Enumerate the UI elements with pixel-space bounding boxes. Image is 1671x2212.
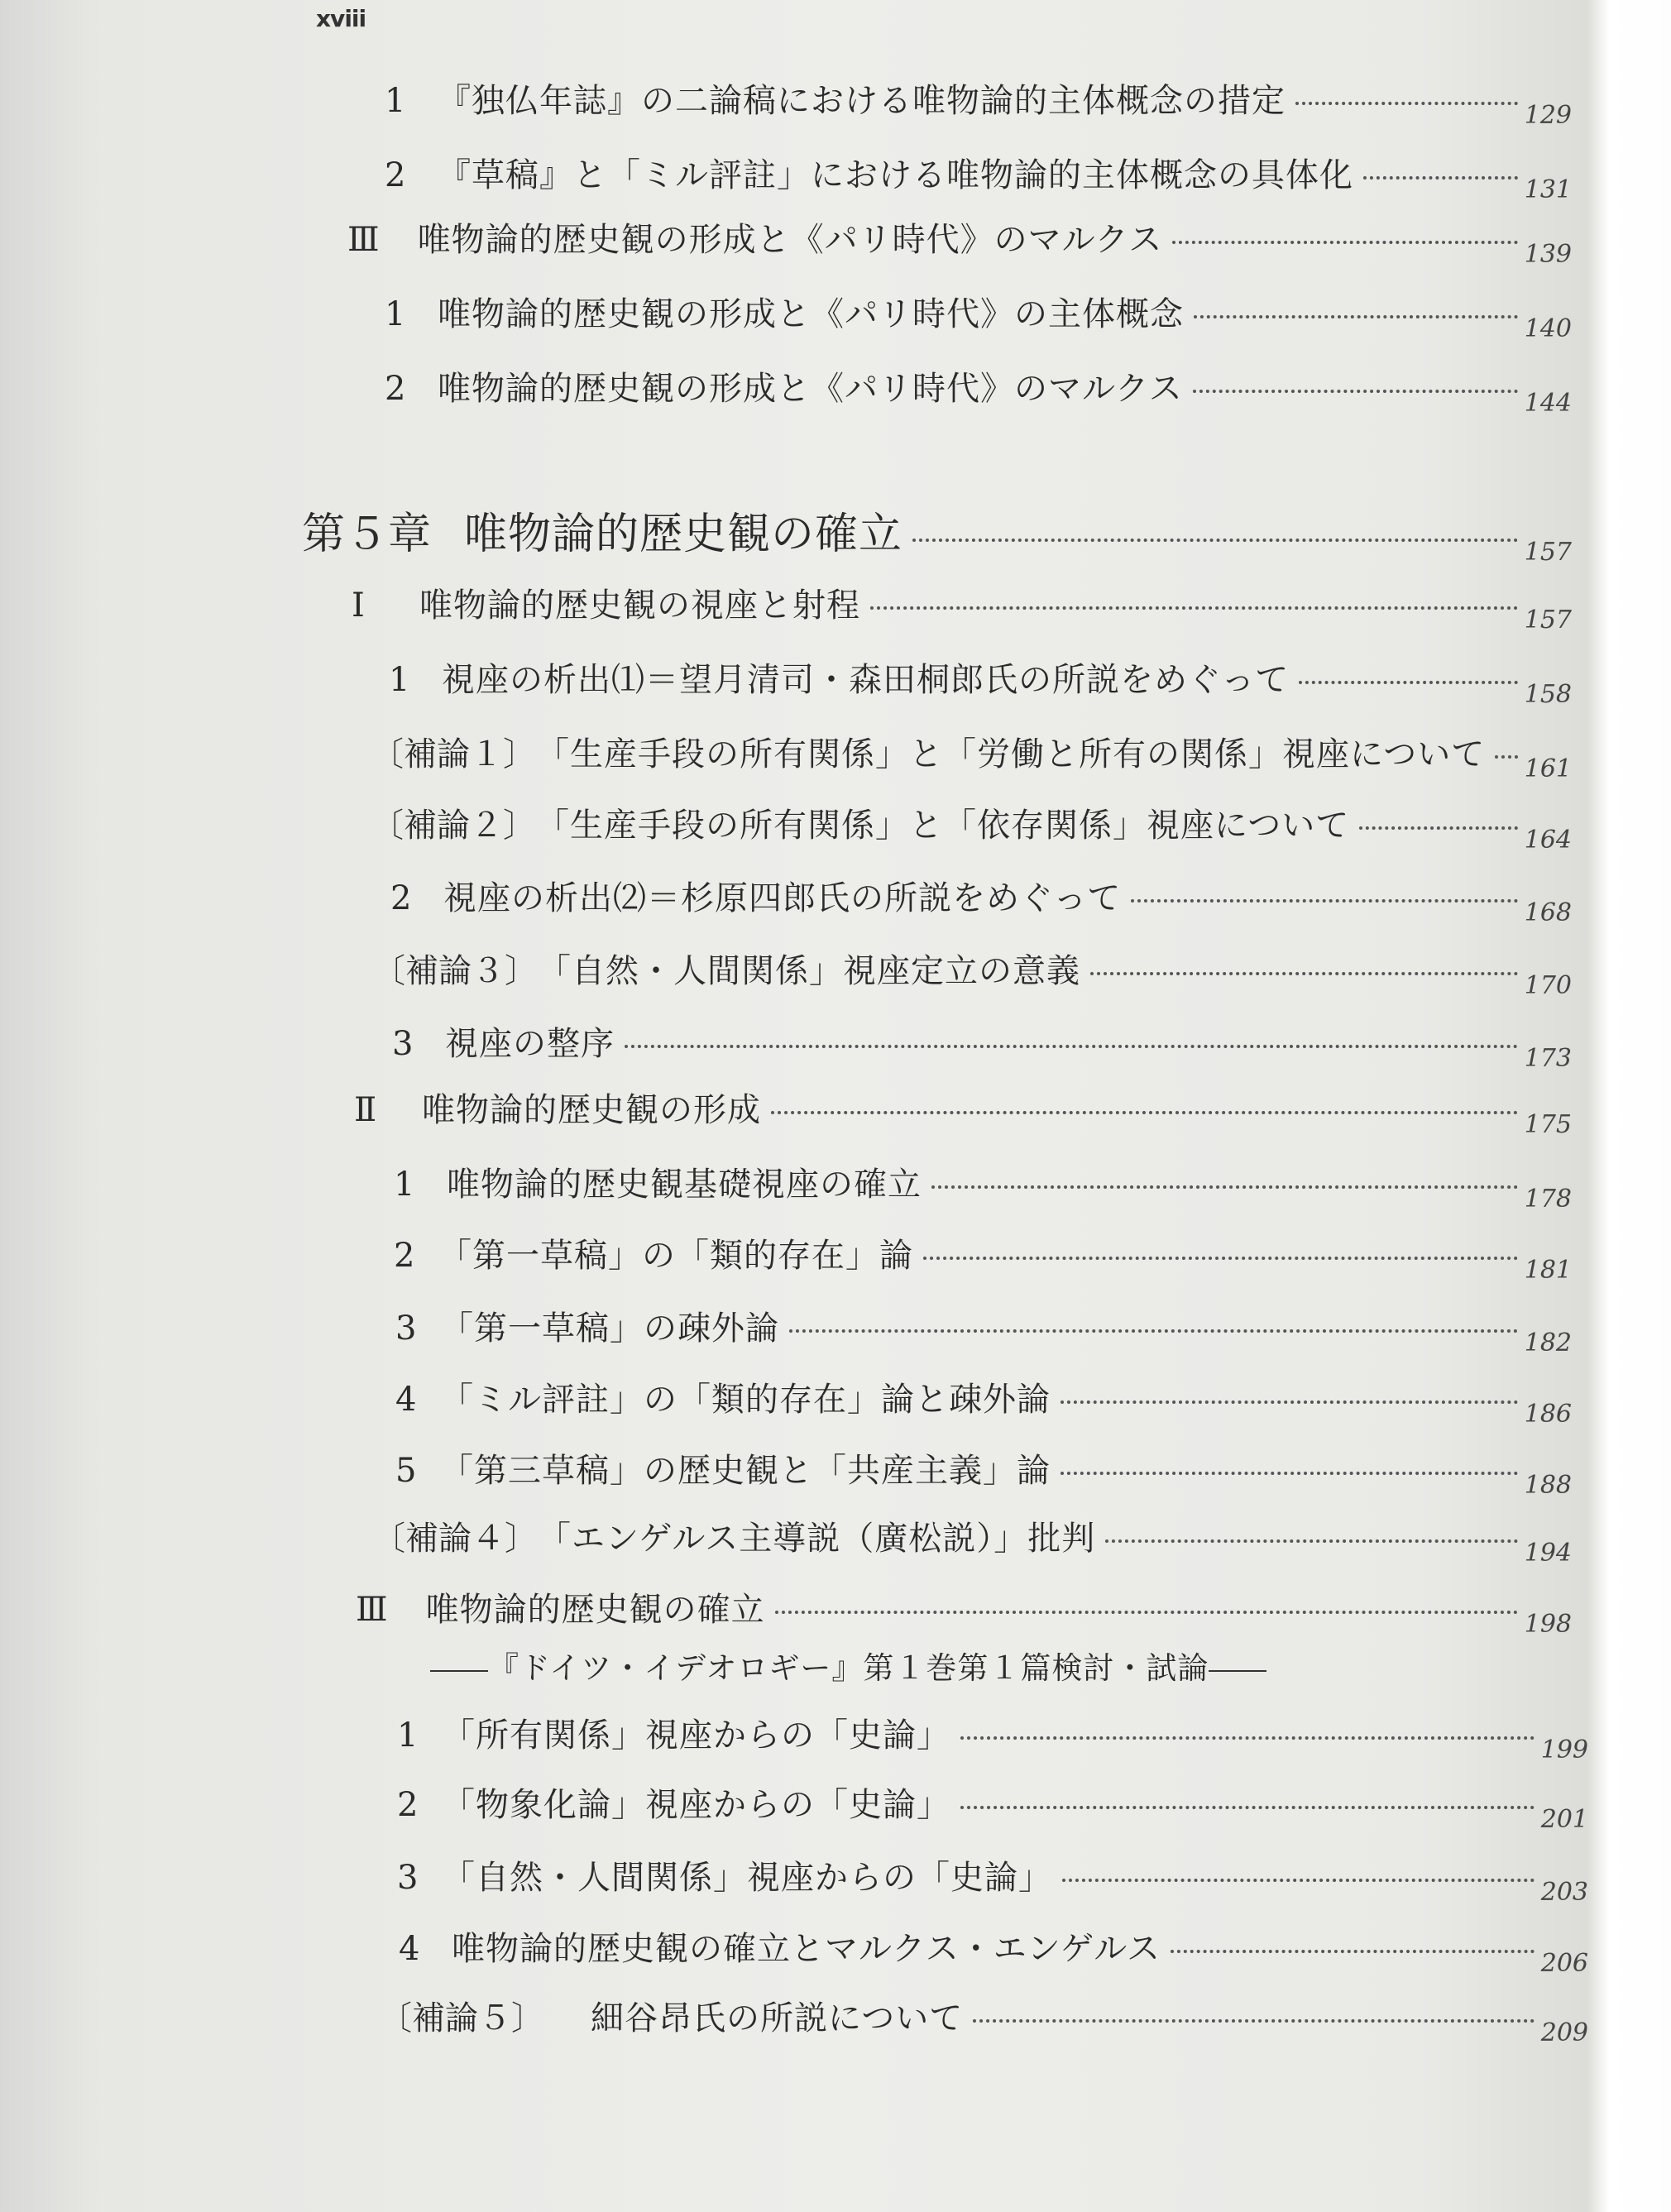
dot-leader [1295,102,1518,105]
toc-entry [397,1859,1588,1907]
dot-leader [1359,826,1518,830]
entry-title: 「第一草稿」の疎外論 [440,1309,779,1348]
entry-title: 「エンゲルス主導説（廣松説）」批判 [538,1520,1096,1558]
toc-entry [371,735,1572,783]
entry-number: 〔補論５〕 [379,1999,544,2037]
entry-number: 2 [385,370,406,408]
entry-page-number: 198 [1524,1610,1572,1639]
dot-leader [1131,899,1518,903]
entry-title: 唯物論的歴史観の形成と《パリ時代》の主体概念 [438,295,1184,333]
entry-page-number: 194 [1524,1539,1572,1568]
entry-title: 「生産手段の所有関係」と「依存関係」視座について [536,807,1350,845]
dot-leader [1495,755,1518,759]
entry-title: 唯物論的歴史観の形成と《パリ時代》のマルクス [417,221,1163,259]
chapter-title: 唯物論的歴史観の確立 [464,510,903,559]
entry-number: Ⅲ [347,221,380,259]
entry-page-number: 158 [1524,680,1572,709]
entry-page-number: 173 [1524,1044,1572,1073]
entry-title: 「生産手段の所有関係」と「労働と所有の関係」視座について [536,735,1486,773]
entry-title: 視座の析出⑴＝望月清司・森田桐郎氏の所説をめぐって [442,661,1290,699]
toc-entry [385,156,1572,204]
entry-number: 4 [399,1930,420,1968]
toc-entry [392,1025,1572,1073]
chapter-heading [302,510,1572,567]
toc-entry [399,1930,1588,1978]
dot-leader [1090,972,1518,975]
em-dash-rule [430,1670,488,1672]
dot-leader [625,1045,1518,1048]
entry-page-number: 203 [1540,1878,1588,1907]
dot-leader [1062,1879,1535,1882]
entry-title: 『独仏年誌』の二論稿における唯物論的主体概念の措定 [438,82,1286,120]
entry-number: 1 [385,295,406,333]
page-folio: xviii [316,5,366,32]
dot-leader [1299,681,1518,684]
dot-leader [923,1257,1518,1260]
entry-title: 「自然・人間関係」視座定立の意義 [538,952,1080,990]
toc-entry [385,295,1572,343]
entry-title: 「自然・人間関係」視座からの「史論」 [442,1859,1052,1897]
toc-entry [347,221,1572,269]
entry-page-number: 201 [1540,1805,1588,1834]
dot-leader [771,1111,1518,1114]
entry-page-number: 182 [1524,1329,1572,1357]
subtitle-text: 『ドイツ・イデオロギー』第１巻第１篇検討・試論 [488,1650,1209,1686]
entry-page-number: 206 [1540,1949,1588,1978]
entry-number: 3 [395,1309,417,1348]
entry-page-number: 178 [1524,1185,1572,1214]
dot-leader [960,1736,1535,1740]
entry-title: 唯物論的歴史観の視座と射程 [419,587,860,625]
entry-page-number: 164 [1524,826,1572,855]
entry-number: 5 [395,1452,417,1490]
entry-title: 「第三草稿」の歴史観と「共産主義」論 [440,1452,1051,1490]
entry-page-number: 170 [1524,971,1572,1000]
entry-title: 唯物論的歴史観の確立 [425,1591,765,1629]
entry-page-number: 140 [1524,314,1572,343]
em-dash-rule [1209,1670,1266,1672]
entry-number: Ⅲ [356,1591,388,1629]
dot-leader [1363,176,1518,180]
dot-leader [870,606,1518,610]
entry-title: 「ミル評註」の「類的存在」論と疎外論 [440,1381,1051,1419]
toc-entry [397,1716,1588,1764]
entry-page-number: 157 [1524,606,1572,634]
entry-number: Ⅰ [352,587,365,625]
entry-title: 「所有関係」視座からの「史論」 [442,1716,950,1755]
toc-entry [356,1591,1572,1639]
entry-number: 1 [389,661,410,699]
toc-entry [352,587,1572,634]
toc-entry [397,1786,1588,1834]
toc-entry [354,1091,1572,1139]
entry-page-number: 188 [1524,1471,1572,1500]
toc-entry [395,1381,1572,1429]
toc-entry [385,370,1572,418]
entry-number: Ⅱ [354,1091,377,1129]
entry-title: 細谷昂氏の所説について [591,1999,964,2037]
entry-page-number: 175 [1524,1110,1572,1139]
entry-title: 唯物論的歴史観基礎視座の確立 [447,1166,922,1204]
entry-page-number: 161 [1524,754,1572,783]
entry-title: 「物象化論」視座からの「史論」 [442,1786,950,1824]
entry-page-number: 139 [1524,240,1572,269]
dot-leader [931,1185,1518,1189]
dot-leader [1171,1950,1535,1953]
entry-title: 「第一草稿」の「類的存在」論 [438,1237,913,1275]
dot-leader [1061,1400,1518,1404]
entry-page-number: 181 [1524,1256,1572,1285]
toc-entry [372,952,1572,1000]
dot-leader [960,1806,1535,1809]
entry-number: 3 [392,1025,414,1063]
toc-entry [371,807,1572,855]
toc-entry [394,1166,1572,1214]
entry-page-number: 186 [1524,1400,1572,1429]
entry-title: 視座の析出⑵＝杉原四郎氏の所説をめぐって [443,879,1122,917]
entry-number: 2 [394,1237,415,1275]
toc-entry [379,1999,1588,2047]
entry-page-number: 157 [1524,538,1572,567]
dot-leader [1172,241,1517,244]
dot-leader [1194,315,1518,318]
entry-title: 視座の整序 [445,1025,615,1063]
dot-leader [775,1611,1518,1614]
entry-page-number: 209 [1540,2018,1588,2047]
dot-leader [912,539,1518,542]
entry-number: 1 [385,82,406,120]
toc-entry [372,1520,1572,1568]
entry-number: 2 [385,156,406,194]
entry-number: 〔補論２〕 [371,807,536,845]
toc-entry [395,1309,1572,1357]
entry-title: 唯物論的歴史観の確立とマルクス・エンゲルス [452,1930,1161,1968]
toc-entry [394,1237,1572,1285]
entry-number: 1 [394,1166,415,1204]
entry-title: 唯物論的歴史観の形成と《パリ時代》のマルクス [438,370,1183,408]
entry-page-number: 129 [1524,101,1572,130]
section-subtitle [430,1643,1266,1688]
entry-number: 3 [397,1859,419,1897]
entry-title: 『草稿』と「ミル評註」における唯物論的主体概念の具体化 [438,156,1353,194]
entry-page-number: 199 [1540,1736,1588,1764]
toc-entry [385,82,1572,130]
dot-leader [1061,1472,1518,1475]
chapter-number: 第５章 [302,510,432,559]
entry-number: 〔補論３〕 [372,952,538,990]
entry-number: 2 [397,1786,419,1824]
toc-entry [390,879,1572,927]
dot-leader [789,1329,1518,1333]
dot-leader [1105,1539,1518,1543]
toc-entry [395,1452,1572,1500]
entry-number: 2 [390,879,412,917]
dot-leader [1193,390,1518,393]
entry-number: 1 [397,1716,419,1755]
toc-entry [389,661,1572,709]
dot-leader [973,2019,1535,2023]
entry-page-number: 168 [1524,898,1572,927]
entry-number: 〔補論４〕 [372,1520,538,1558]
entry-title: 唯物論的歴史観の形成 [422,1091,761,1129]
entry-number: 4 [395,1381,417,1419]
entry-page-number: 131 [1524,175,1572,204]
entry-number: 〔補論１〕 [371,735,536,773]
entry-page-number: 144 [1524,389,1572,418]
